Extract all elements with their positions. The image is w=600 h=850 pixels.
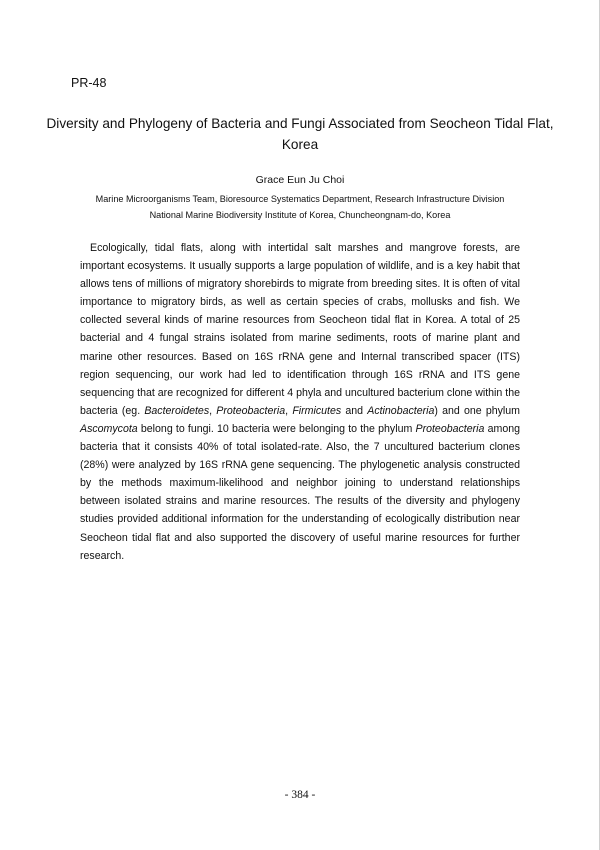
taxon-name: Actinobacteria — [367, 404, 435, 417]
affiliation-line-1: Marine Microorganisms Team, Bioresource Systematics Department, Research Infrastructure Division — [95, 194, 505, 204]
abstract-text: among bacteria that it consists 40% of total isolated-rate. Also, the 7 uncultured bacterium clones (28%) were analyzed by 16S rRNA gene sequencing. The phylogenetic analysis constructed by the methods maximum-likelihood and neighbor joining to understand relationships between isolated strains and marine resources. The results of the diversity and phylogeny studies provided additional information for the understanding of ecologically distribution near Seocheon tidal flat and also supported the discovery of useful marine resources for further research. — [80, 422, 520, 562]
page-number: - 384 - — [284, 789, 316, 801]
taxon-name: Ascomycota — [80, 422, 138, 435]
poster-code: PR-48 — [71, 76, 107, 90]
taxon-name: Proteobacteria — [216, 404, 286, 417]
abstract-text: and — [341, 404, 368, 417]
taxon-name: Bacteroidetes — [144, 404, 210, 417]
abstract-body — [80, 239, 520, 565]
abstract-text: Ecologically, tidal flats, along with intertidal salt marshes and mangrove forests, are important ecosystems. It usually supports a large population of wildlife, and is a key habit that allows tens of millions of migratory shorebirds to migrate from breeding sites. It is often of vital importance to migratory birds, as well as certain species of crabs, mollusks and fish. We collected several kinds of marine resources from Seocheon tidal flat in Korea. A total of 25 bacterial and 4 fungal strains isolated from marine sediments, roots of marine plant and marine other resources. Based on 16S rRNA gene and Internal transcribed spacer (ITS) region sequencing, our work had led to identification through 16S rRNA and ITS gene sequencing that are recognized for different 4 phyla and uncultured bacterium clone within the bacteria (eg. — [80, 242, 520, 417]
abstract-text: , — [209, 404, 217, 417]
abstract-text: belong to fungi. 10 bacteria were belonging to the phylum — [137, 422, 416, 435]
abstract-text: , — [285, 404, 293, 417]
affiliation-line-2: National Marine Biodiversity Institute of Korea, Chuncheongnam-do, Korea — [149, 210, 451, 220]
taxon-name: Proteobacteria — [415, 422, 485, 435]
abstract-text: ) and one phylum — [434, 404, 521, 417]
paper-title: Diversity and Phylogeny of Bacteria and Fungi Associated from Seocheon Tidal Flat, Korea — [46, 116, 554, 152]
taxon-name: Firmicutes — [292, 404, 342, 417]
author-name: Grace Eun Ju Choi — [255, 174, 345, 186]
